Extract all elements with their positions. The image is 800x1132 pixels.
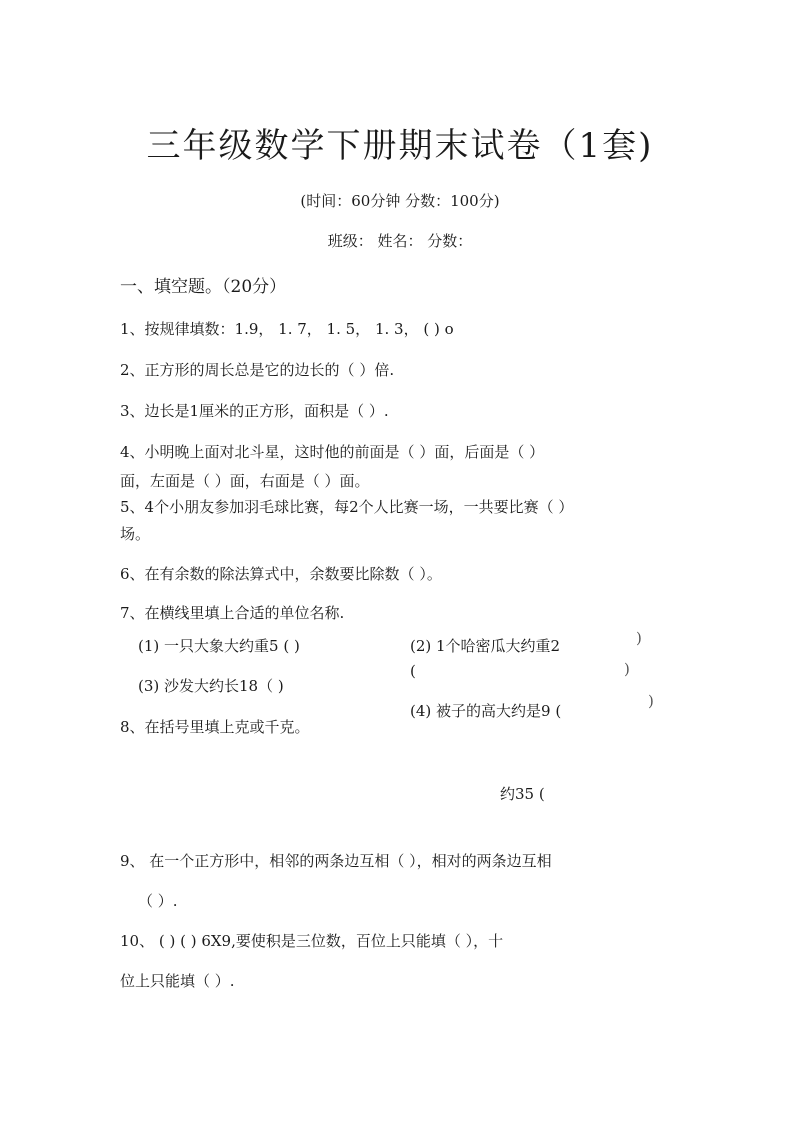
question-7-item-3: (3) 沙发大约长18（ ) <box>138 677 284 695</box>
page-title: 三年级数学下册期末试卷（1套) <box>146 126 654 166</box>
question-6: 6、在有余数的除法算式中，余数要比除数（ ）。 <box>120 565 442 583</box>
student-info-line: 班级： 姓名： 分数： <box>327 232 473 250</box>
question-9-line-2: （ ）. <box>138 892 178 910</box>
question-4-line-2-clipped <box>120 468 680 490</box>
question-10-line-1: 10、 ( ) ( ) 6X9,要使积是三位数，百位上只能填（ ），十 <box>120 932 504 950</box>
question-8-item: 约35 ( <box>500 785 545 803</box>
question-5-line-1: 5、4个小朋友参加羽毛球比赛，每2个人比赛一场，一共要比赛（ ） <box>120 498 574 516</box>
exam-time-score: (时间：60分钟 分数：100分) <box>300 192 500 210</box>
question-9-line-1: 9、 在一个正方形中，相邻的两条边互相（ ），相对的两条边互相 <box>120 852 552 870</box>
section-heading-fill-in: 一、填空题。（20分） <box>120 277 287 297</box>
question-7-item-1: (1) 一只大象大约重5 ( ) <box>138 637 300 655</box>
question-2: 2、正方形的周长总是它的边长的（ ）倍. <box>120 361 395 379</box>
question-7-item-4-clipped <box>410 700 610 720</box>
question-3: 3、边长是1厘米的正方形，面积是（ ）. <box>120 402 389 420</box>
question-7: 7、在横线里填上合适的单位名称. <box>120 604 345 622</box>
question-8: 8、在括号里填上克或千克。 <box>120 718 310 736</box>
question-7-item-2: (2) 1个哈密瓜大约重2 <box>410 637 561 655</box>
question-7-item-4: (4) 被子的高大约是9 ( <box>410 702 562 720</box>
floating-paren-2: ) <box>624 660 630 678</box>
floating-paren-3: ) <box>648 692 654 710</box>
question-4-line-1: 4、小明晚上面对北斗星，这时他的前面是（ ）面，后面是（ ） <box>120 443 545 461</box>
question-4-line-2: 面，左面是（ ）面，右面是（ ）面。 <box>120 472 370 490</box>
question-10-line-2: 位上只能填（ ）. <box>120 972 235 990</box>
question-7-item-2-paren: ( <box>410 662 416 680</box>
question-1: 1、按规律填数：1.9， 1. 7， 1. 5， 1. 3， ( ) o <box>120 320 454 338</box>
floating-paren-1: ) <box>636 629 642 647</box>
question-5-line-2: 场。 <box>120 525 151 543</box>
